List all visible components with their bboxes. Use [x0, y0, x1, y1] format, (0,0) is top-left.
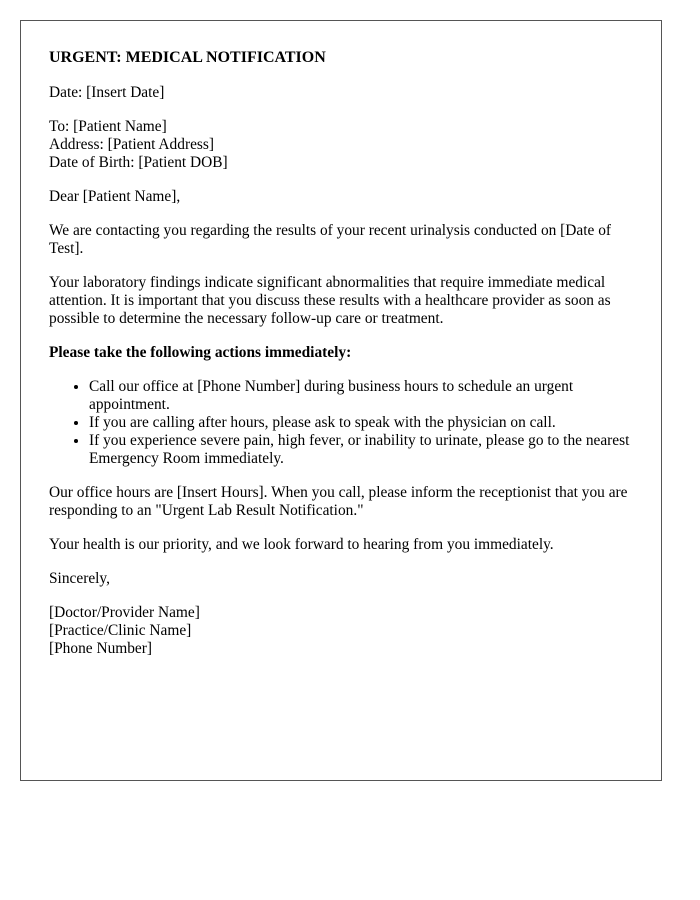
- letter-title: URGENT: MEDICAL NOTIFICATION: [49, 49, 326, 66]
- signature-practice: [Practice/Clinic Name]: [49, 622, 192, 639]
- paragraph-test-results: We are contacting you regarding the results of your recent urinalysis conducted on [Date of Test].: [49, 222, 612, 257]
- recipient-dob-line: Date of Birth: [Patient DOB]: [49, 154, 228, 171]
- signature-provider: [Doctor/Provider Name]: [49, 604, 200, 621]
- date-line: Date: [Insert Date]: [49, 84, 165, 101]
- paragraph-office-hours: Our office hours are [Insert Hours]. When you call, please inform the receptionist that you are responding to an "Urgent Lab Result Notification.": [49, 484, 628, 519]
- paragraph-priority: Your health is our priority, and we look forward to hearing from you immediately.: [49, 536, 554, 553]
- closing: Sincerely,: [49, 570, 110, 587]
- signature-phone: [Phone Number]: [49, 640, 153, 657]
- letter-container: [20, 20, 662, 781]
- recipient-block: [49, 118, 633, 172]
- action-item-call-office: • Call our office at [Phone Number] during business hours to schedule an urgent appointment.: [89, 378, 633, 414]
- action-item-emergency: • If you experience severe pain, high fever, or inability to urinate, please go to the nearest Emergency Room immediately.: [89, 432, 633, 468]
- action-item-after-hours: • If you are calling after hours, please ask to speak with the physician on call.: [89, 414, 633, 432]
- actions-list: [49, 378, 633, 468]
- actions-heading: Please take the following actions immediately:: [49, 344, 352, 361]
- salutation: Dear [Patient Name],: [49, 188, 181, 205]
- recipient-address-line: Address: [Patient Address]: [49, 136, 214, 153]
- signature-block: [49, 604, 633, 658]
- paragraph-findings: Your laboratory findings indicate significant abnormalities that require immediate medical attention. It is important that you discuss these results with a healthcare provider as soon as possible to determine the necessary follow-up care or treatment.: [49, 274, 611, 327]
- recipient-name-line: To: [Patient Name]: [49, 118, 167, 135]
